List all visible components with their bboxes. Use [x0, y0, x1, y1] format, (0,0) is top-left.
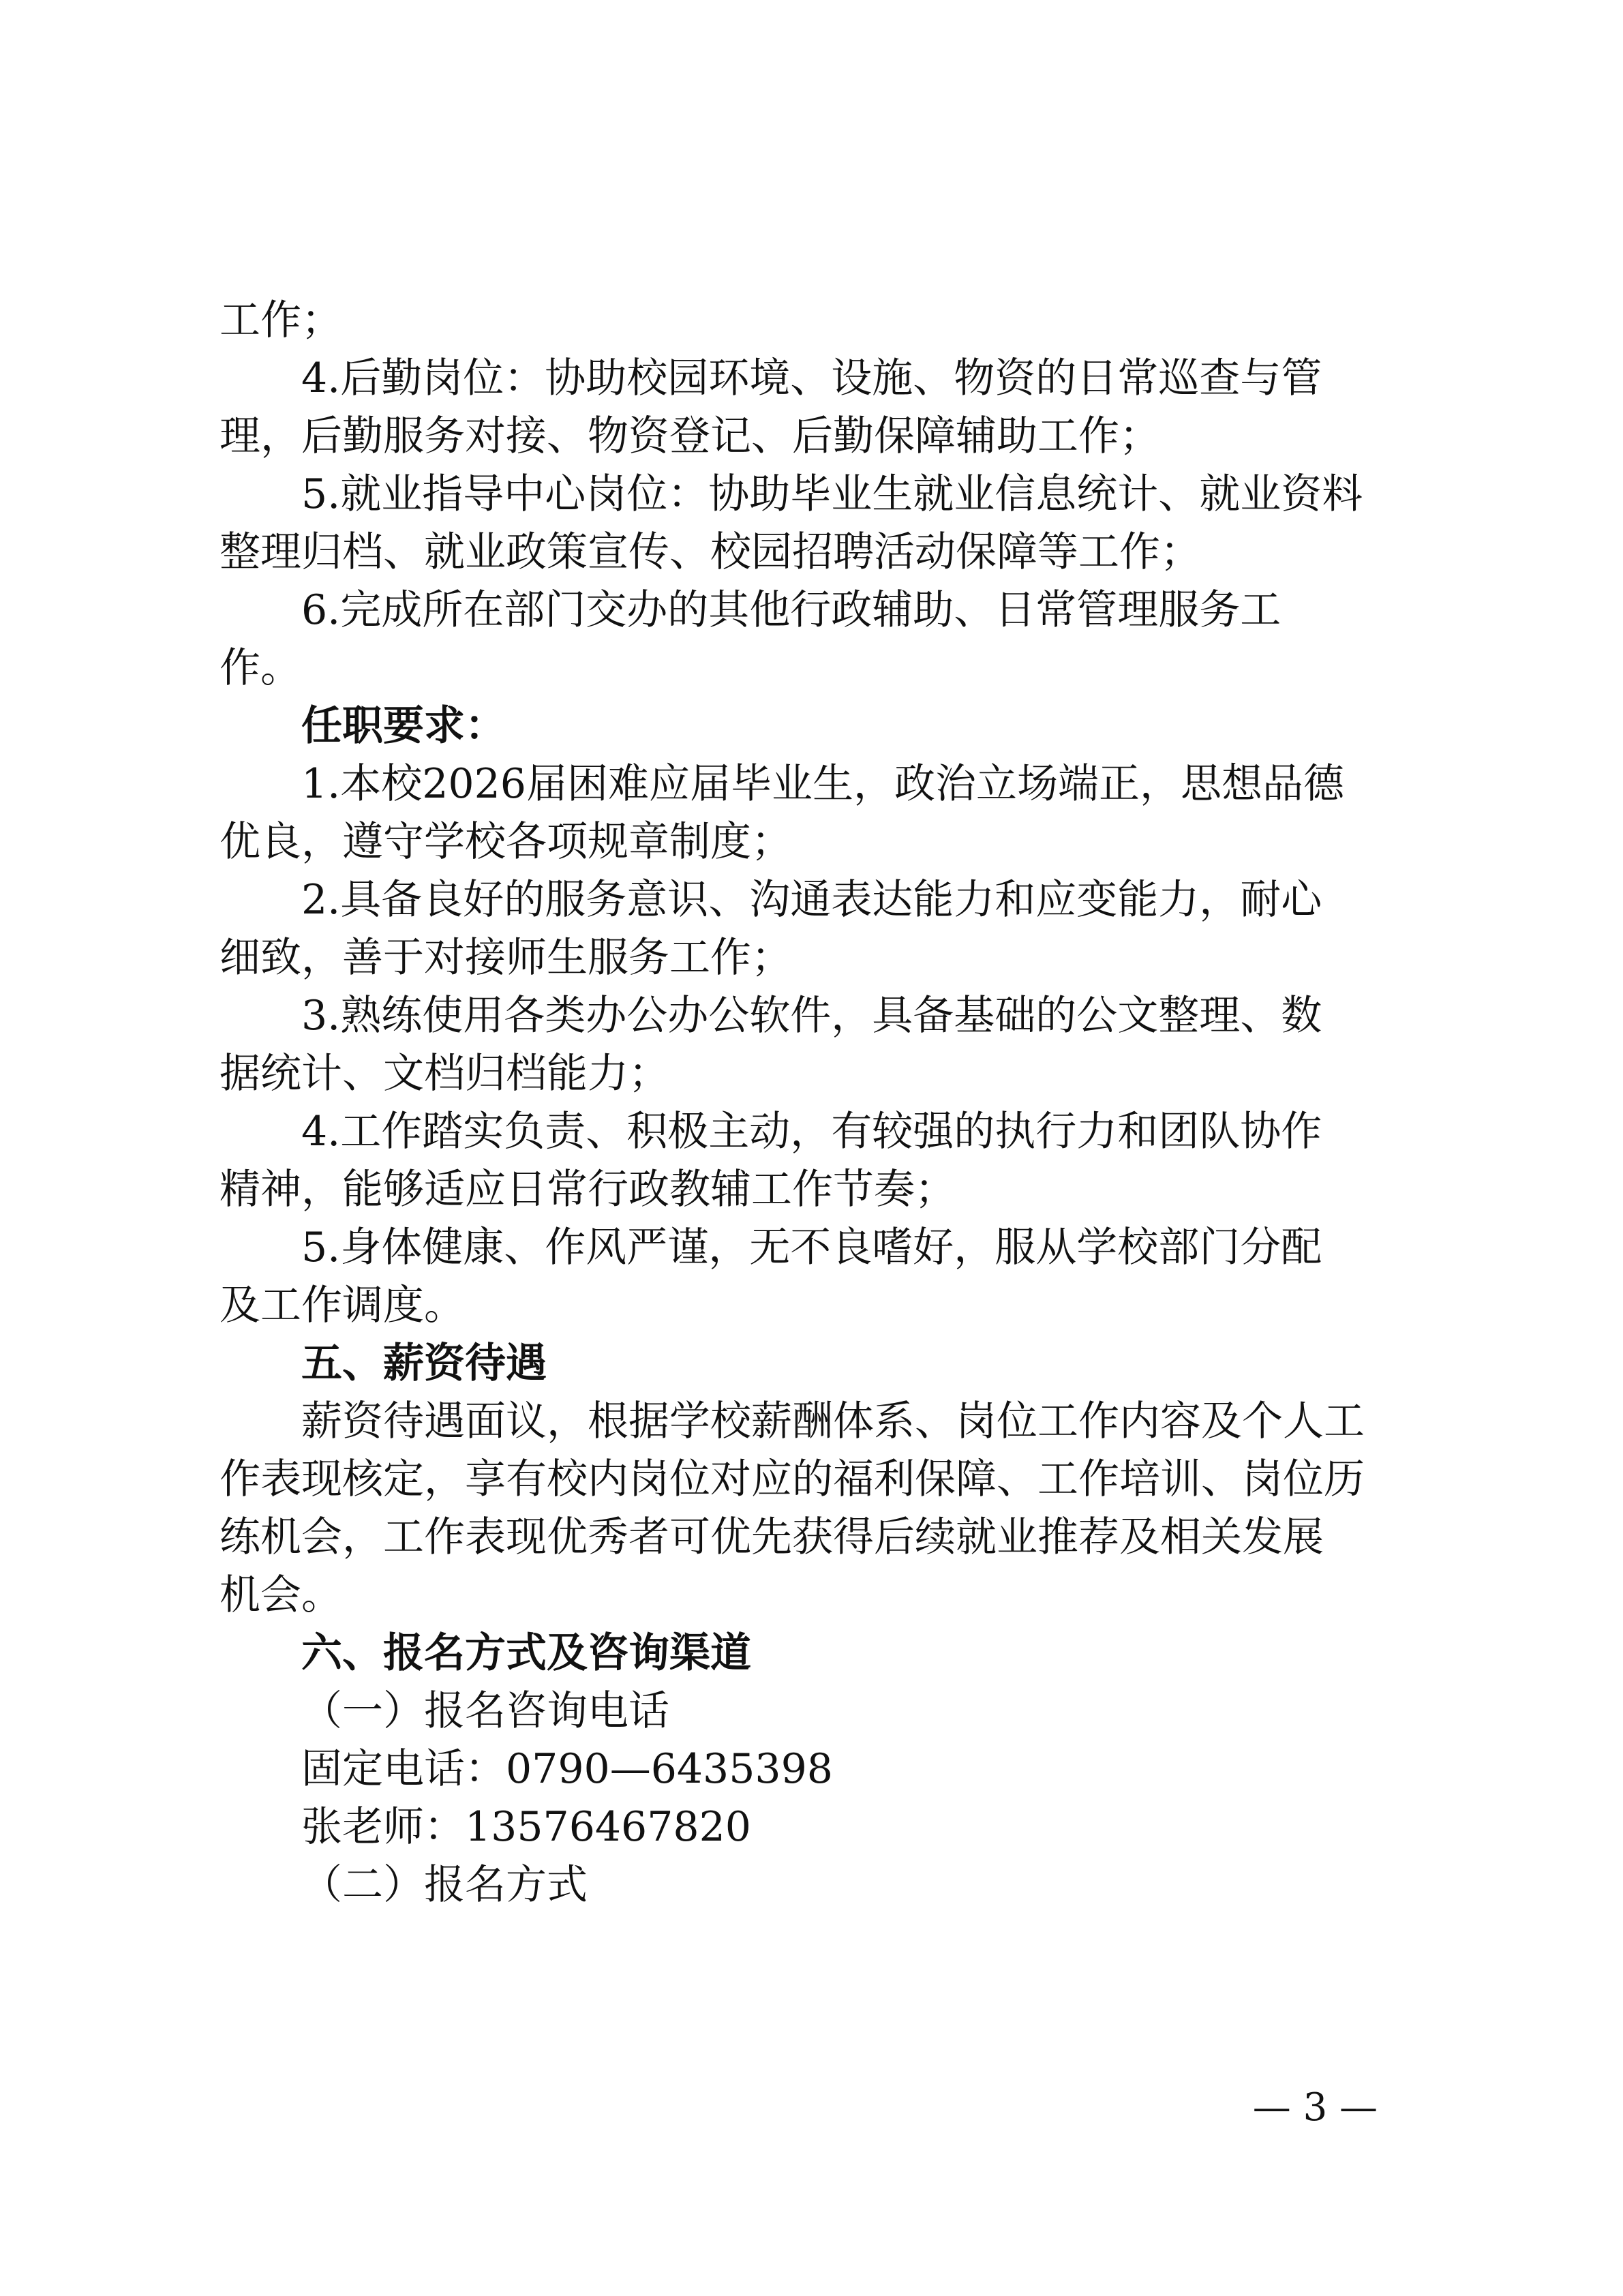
- text-line: 薪资待遇面议，根据学校薪酬体系、岗位工作内容及个人工: [301, 1398, 1365, 1445]
- text-line: 1.本校2026届困难应届毕业生，政治立场端正，思想品德: [301, 760, 1344, 808]
- text-line: 5.就业指导中心岗位：协助毕业生就业信息统计、就业资料: [301, 470, 1363, 518]
- text-line: 固定电话：0790—6435398: [301, 1745, 833, 1793]
- text-line: 4.后勤岗位：协助校园环境、设施、物资的日常巡查与管: [301, 354, 1322, 402]
- text-line: 据统计、文档归档能力；: [219, 1050, 669, 1098]
- text-line: 机会。: [219, 1571, 342, 1619]
- text-line: 精神，能够适应日常行政教辅工作节奏；: [219, 1166, 956, 1213]
- text-line: 整理归档、就业政策宣传、校园招聘活动保障等工作；: [219, 528, 1201, 576]
- section-heading: 五、薪资待遇: [301, 1340, 547, 1387]
- text-line: 细致，善于对接师生服务工作；: [219, 934, 792, 982]
- page-number: — 3 —: [1252, 2085, 1378, 2130]
- text-line: 3.熟练使用各类办公办公软件，具备基础的公文整理、数: [301, 992, 1322, 1040]
- text-line: 工作；: [219, 297, 342, 344]
- text-line: 2.具备良好的服务意识、沟通表达能力和应变能力，耐心: [301, 876, 1322, 924]
- subsection-heading: （一）报名咨询电话: [301, 1687, 669, 1735]
- section-label: 任职要求：: [301, 702, 506, 750]
- text-line: 6.完成所在部门交办的其他行政辅助、日常管理服务工: [301, 586, 1281, 634]
- text-line: 4.工作踏实负责、积极主动，有较强的执行力和团队协作: [301, 1108, 1322, 1155]
- text-line: 及工作调度。: [219, 1282, 465, 1329]
- text-line: 优良，遵守学校各项规章制度；: [219, 818, 792, 866]
- subsection-heading: （二）报名方式: [301, 1861, 588, 1909]
- section-heading: 六、报名方式及咨询渠道: [301, 1629, 751, 1677]
- text-line: 张老师：13576467820: [301, 1803, 751, 1851]
- text-line: 5.身体健康、作风严谨，无不良嗜好，服从学校部门分配: [301, 1224, 1322, 1271]
- text-line: 练机会，工作表现优秀者可优先获得后续就业推荐及相关发展: [219, 1513, 1324, 1561]
- text-line: 作。: [219, 644, 301, 692]
- text-line: 理，后勤服务对接、物资登记、后勤保障辅助工作；: [219, 412, 1160, 460]
- text-line: 作表现核定，享有校内岗位对应的福利保障、工作培训、岗位历: [219, 1455, 1365, 1503]
